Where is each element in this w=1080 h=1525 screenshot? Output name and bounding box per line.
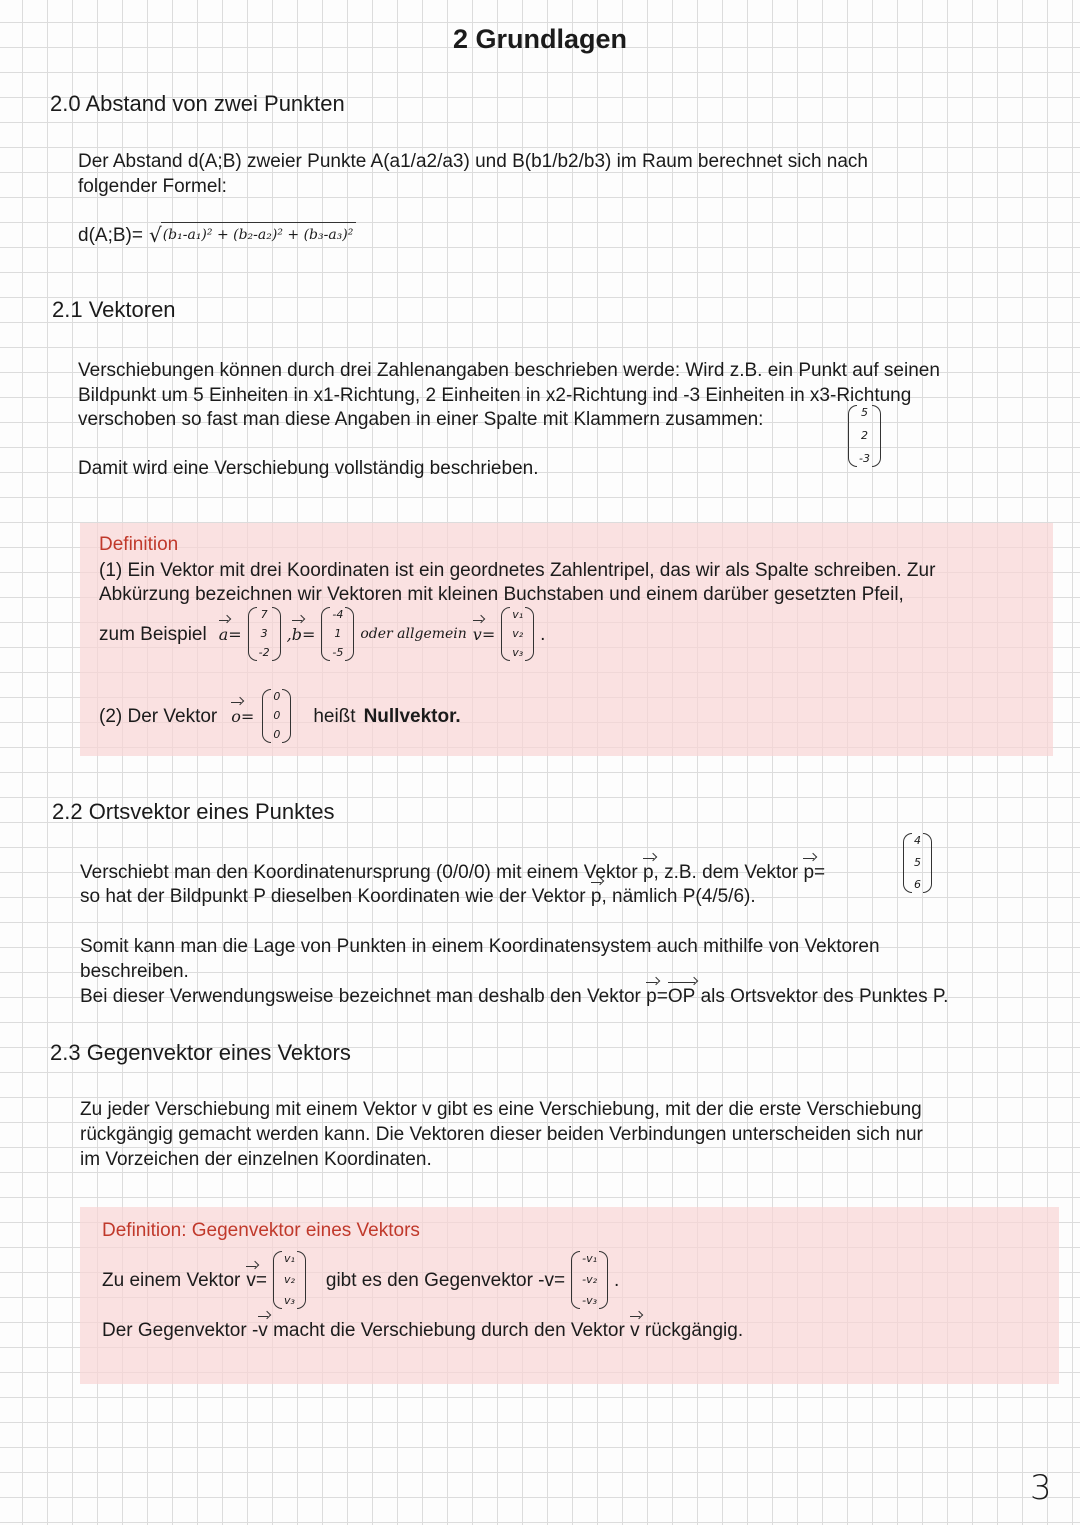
s23-line-3: im Vorzeichen der einzelnen Koordinaten. [80,1149,432,1170]
vector-v-gegen: v₁ v₂ v₃ [273,1251,306,1309]
def-text-2: Abkürzung bezeichnen wir Vektoren mit kleinen Buchstaben und einem darüber gesetzten Pfeil, [99,584,904,605]
square-root: √ (b₁-a₁)² + (b₂-a₂)² + (b₃-a₃)² [149,222,356,248]
definition-label: Definition [99,534,179,555]
s23-line-1: Zu jeder Verschiebung mit einem Vektor v gibt es eine Verschiebung, mit der die erste Verschiebung [80,1099,922,1120]
s20-intro-1: Der Abstand d(A;B) zweier Punkte A(a1/a2/a3) und B(b1/b2/b3) im Raum berechnet sich nach [78,151,868,172]
section-heading-2-1: 2.1 Vektoren [52,297,176,322]
page-title: 2 Grundlagen [452,24,628,54]
vector-p: 4 5 6 [903,833,932,898]
column-vector-5-2-3: 5 2 -3 [848,405,881,467]
vector-v: v₁ v₂ v₃ [501,607,534,661]
s22-line-4: beschreiben. [80,961,189,982]
s22-line-3: Somit kann man die Lage von Punkten in einem Koordinatensystem auch mithilfe von Vektoren [80,936,880,957]
example-label: zum Beispiel [99,623,207,645]
vector-b-name: b [292,622,302,647]
s21-line-3: verschoben so fast man diese Angaben in einer Spalte mit Klammern zusammen: [78,409,764,430]
s21-line-2: Bildpunkt um 5 Einheiten in x1-Richtung, 2 Einheiten in x2-Richtung ind -3 Einheiten in x3-Richtung [78,385,912,406]
vector-a: 7 3 -2 [248,607,281,661]
zero-label: (2) Der Vektor [99,705,218,727]
s21-line-1: Verschiebungen können durch drei Zahlenangaben beschrieben werde: Wird z.B. ein Punkt auf seinen [78,360,940,381]
def-text-1: (1) Ein Vektor mit drei Koordinaten ist ein geordnetes Zahlentripel, das wir als Spalte schreiben. Zur [99,560,936,581]
gegenvektor-def-line-2: Der Gegenvektor - v macht die Verschiebung durch den Vektor v rückgängig. [102,1320,744,1341]
vector-examples: zum Beispiel a= 7 3 -2 ,b= -4 1 -5 oder allgemein v= v₁ v₂ v₃ . [99,608,546,659]
formula-radicand: (b₁-a₁)² + (b₂-a₂)² + (b₃-a₃)² [161,222,357,248]
vector-o-name: o [231,704,241,729]
s22-line-5: Bei dieser Verwendungsweise bezeichnet man deshalb den Vektor p = OP als Ortsvektor des Punktes P. [80,986,949,1007]
distance-formula [78,222,356,248]
section-heading-2-2: 2.2 Ortsvektor eines Punktes [52,799,335,824]
gegenvektor-def-label: Definition: Gegenvektor eines Vektors [102,1220,420,1241]
null-vector-def: (2) Der Vektor o= 0 0 0 heißt Nullvektor. [99,690,461,741]
zero-bold: Nullvektor. [363,705,461,727]
s21-line-4: Damit wird eine Verschiebung vollständig beschrieben. [78,458,539,479]
s22-line-2: so hat der Bildpunkt P dieselben Koordinaten wie der Vektor p , nämlich P(4/5/6). [80,886,756,907]
vector-v-name: v [473,622,482,647]
s20-intro-2: folgender Formel: [78,176,227,197]
page-number: 3 [1030,1468,1052,1508]
vector-a-name: a [219,622,229,647]
section-heading-2-3: 2.3 Gegenvektor eines Vektors [50,1040,351,1065]
vector-zero: 0 0 0 [262,689,291,743]
vector-neg-v: -v₁ -v₂ -v₃ [571,1251,608,1309]
s23-line-2: rückgängig gemacht werden kann. Die Vektoren dieser beiden Verbindungen unterscheiden sich nur [80,1124,923,1145]
general-label: oder allgemein [360,625,467,642]
formula-label: d(A;B)= [78,224,143,246]
zero-is: heißt [313,705,356,727]
section-heading-2-0: 2.0 Abstand von zwei Punkten [50,91,345,116]
s22-line-1: Verschiebt man den Koordinatenursprung (0/0/0) mit einem Vektor p , z.B. dem Vektor p = [80,862,826,883]
vector-b: -4 1 -5 [321,607,354,661]
gegenvektor-def-line: Zu einem Vektor v= v₁ v₂ v₃ gibt es den Gegenvektor -v= -v₁ -v₂ -v₃ . [102,1252,620,1307]
